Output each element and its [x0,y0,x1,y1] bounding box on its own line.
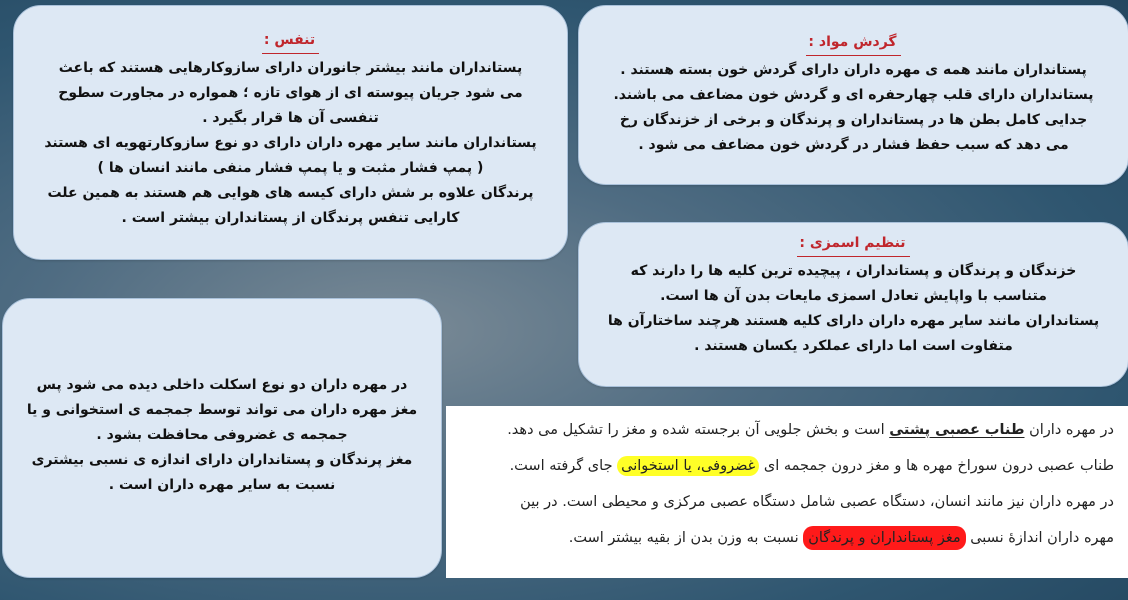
breathing-title: تنفس : [263,32,316,48]
nervous-line-5: نسبت به سایر مهره داران است . [108,477,336,493]
breathing-line-6: پرندگان علاوه بر شش دارای کیسه های هوایی هم هستند به همین علت [47,185,534,201]
excerpt-line-1-start: در مهره داران [1024,422,1114,438]
circulation-title-wrap [593,30,1114,56]
breathing-title-wrap [32,28,549,54]
nervous-line-2: مغز مهره داران می تواند توسط جمجمه ی استخوانی و یا [26,402,418,418]
circulation-line-3: جدایی کامل بطن ها در پستانداران و پرندگان و برخی از خزندگان رخ [619,112,1088,128]
osmotic-line-2: متناسب با واپایش تعادل اسمزی مایعات بدن آن ها است. [660,288,1047,304]
excerpt-line-1-end: است و بخش جلویی آن برجسته شده و مغز را تشکیل می دهد. [507,422,890,438]
breathing-line-3: تنفسی آن ها قرار بگیرد . [202,110,379,126]
breathing-line-4: پستانداران مانند سایر مهره داران دارای دو نوع سازوکارتهویه ای هستند [44,135,537,151]
excerpt-line-1 [454,412,1114,448]
osmotic-line-4: متفاوت است اما دارای عملکرد یکسان هستند . [694,338,1013,354]
circulation-line-4: می دهد که سبب حفظ فشار در گردش خون مضاعف می شود . [638,137,1069,153]
excerpt-line-2-start: طناب عصبی درون سوراخ مهره ها و مغز درون جمجمه ای [759,458,1114,474]
excerpt-line-2 [454,448,1114,484]
circulation-line-1: پستانداران مانند همه ی مهره داران دارای گردش خون بسته هستند . [620,62,1087,78]
excerpt-line-4-end: نسبت به وزن بدن از بقیه بیشتر است. [568,530,804,546]
osmotic-line-1: خزندگان و پرندگان و پستانداران ، پیچیده ترین کلیه ها را دارند که [630,263,1077,279]
red-highlight: مغز پستانداران و پرندگان [803,526,965,550]
dorsal-nerve-cord-term: طناب عصبی پشتی [889,422,1025,438]
yellow-highlight: غضروفی، یا استخوانی [617,456,759,476]
osmotic-title-wrap [593,231,1114,257]
nervous-line-3: جمجمه ی غضروفی محافظت بشود . [96,427,348,443]
breathing-line-5: ( پمپ فشار مثبت و یا پمپ فشار منفی مانند انسان ها ) [97,160,484,176]
nervous-line-4: مغز پرندگان و پستانداران دارای اندازه ی نسبی بیشتری [31,452,413,468]
circulation-line-2: پستانداران دارای قلب چهارحفره ای و گردش خون مضاعف می باشند. [613,87,1094,103]
breathing-line-2: می شود جریان پیوسته ای از هوای تازه ؛ همواره در مجاورت سطوح [58,85,523,101]
breathing-line-7: کارایی تنفس پرندگان از پستانداران بیشتر است . [121,210,460,226]
excerpt-line-3: در مهره داران نیز مانند انسان، دستگاه عصبی شامل دستگاه عصبی مرکزی و محیطی است. در بین [520,494,1114,510]
circulation-card [578,5,1128,185]
breathing-line-1: پستانداران مانند بیشتر جانوران دارای ساز‌وکارهایی هستند که باعث [58,60,523,76]
excerpt-line-4 [454,520,1114,556]
nervous-card [2,298,442,578]
excerpt-line-4-start: مهره داران اندازهٔ نسبی [965,530,1114,546]
nervous-line-1: در مهره داران دو نوع اسکلت داخلی دیده می شود پس [36,377,408,393]
osmotic-line-3: پستانداران مانند سایر مهره داران دارای کلیه هستند هرچند ساختارآن ها [607,313,1100,329]
textbook-excerpt-panel [446,406,1128,578]
excerpt-line-2-end: جای گرفته است. [509,458,618,474]
breathing-card [13,5,568,260]
osmotic-title: تنظیم اسمزی : [799,235,906,251]
osmotic-card [578,222,1128,387]
circulation-title: گردش مواد : [808,34,897,50]
